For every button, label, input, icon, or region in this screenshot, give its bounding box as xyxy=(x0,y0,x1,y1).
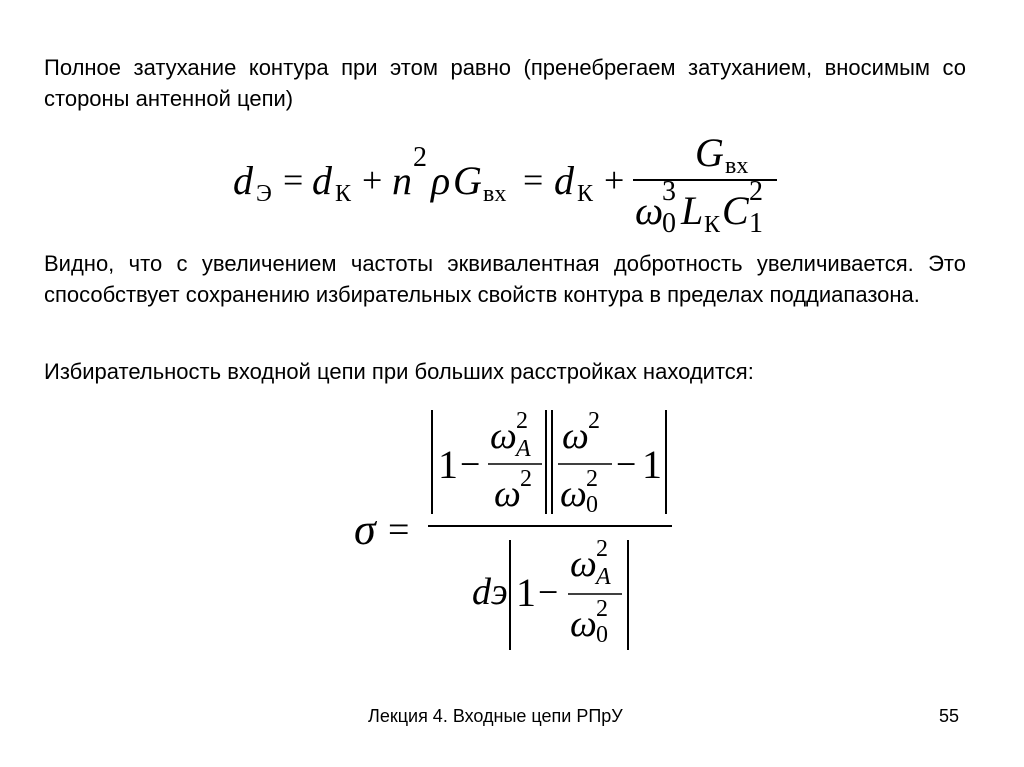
superscript-2: 2 xyxy=(516,408,528,434)
symbol-d: d xyxy=(233,158,253,203)
subscript-a: A xyxy=(516,436,531,462)
subscript-k: К xyxy=(704,212,721,236)
minus-sign: − xyxy=(616,444,637,484)
superscript-2: 2 xyxy=(749,176,763,207)
minus-sign: − xyxy=(460,444,481,484)
symbol-omega: ω xyxy=(635,188,664,233)
numerator-g: G xyxy=(695,130,724,175)
symbol-rho: ρ xyxy=(431,158,451,203)
equals-sign: = xyxy=(283,160,304,200)
superscript-2: 2 xyxy=(596,536,608,562)
plus-sign: + xyxy=(362,160,383,200)
numeral-one: 1 xyxy=(438,442,458,487)
superscript-2: 2 xyxy=(520,466,532,492)
symbol-omega: ω xyxy=(560,473,587,515)
subscript-0: 0 xyxy=(596,622,608,648)
symbol-c: C xyxy=(722,188,749,233)
subscript-k: К xyxy=(335,181,352,207)
numeral-one: 1 xyxy=(516,570,536,615)
footer-lecture-title: Лекция 4. Входные цепи РПрУ xyxy=(368,706,623,726)
symbol-l: L xyxy=(681,188,704,233)
symbol-g: G xyxy=(453,158,482,203)
footer-page-number: 55 xyxy=(939,706,960,726)
subscript-k: К xyxy=(577,181,594,207)
symbol-d: d xyxy=(312,158,332,203)
paragraph-observation: Видно, что с увеличением частоты эквивалентная добротность увеличивается. Это способствует сохранению избирательных свойств контура в пределах поддиапазона. xyxy=(44,251,966,307)
symbol-sigma: σ xyxy=(354,505,376,554)
symbol-n: n xyxy=(392,158,412,203)
subscript-0: 0 xyxy=(586,492,598,518)
formula-selectivity xyxy=(348,398,678,656)
superscript-2: 2 xyxy=(413,142,427,173)
superscript-2: 2 xyxy=(596,596,608,622)
subscript-e: Э xyxy=(256,181,272,207)
plus-sign: + xyxy=(604,160,625,200)
symbol-omega: ω xyxy=(562,415,589,457)
symbol-omega: ω xyxy=(570,543,597,585)
superscript-3: 3 xyxy=(662,176,676,207)
subscript-0: 0 xyxy=(662,208,676,236)
symbol-omega: ω xyxy=(494,473,521,515)
paragraph-selectivity-intro: Избирательность входной цепи при больших расстройках находится: xyxy=(44,359,754,384)
subscript-1: 1 xyxy=(749,208,763,236)
symbol-d: d xyxy=(554,158,574,203)
symbol-omega: ω xyxy=(490,415,517,457)
symbol-d-e: dэ xyxy=(472,571,508,613)
superscript-2: 2 xyxy=(586,466,598,492)
superscript-2: 2 xyxy=(588,408,600,434)
equals-sign: = xyxy=(388,509,410,551)
subscript-vx: вх xyxy=(483,181,507,207)
numeral-one: 1 xyxy=(642,442,662,487)
symbol-omega: ω xyxy=(570,603,597,645)
equals-sign: = xyxy=(523,160,544,200)
subscript-vx: вх xyxy=(725,153,749,179)
formula-total-damping xyxy=(225,128,785,236)
paragraph-intro: Полное затухание контура при этом равно (пренебрегаем затуханием, вносимым со стороны антенной цепи) xyxy=(44,55,966,111)
minus-sign: − xyxy=(538,572,559,612)
subscript-a: A xyxy=(596,564,611,590)
